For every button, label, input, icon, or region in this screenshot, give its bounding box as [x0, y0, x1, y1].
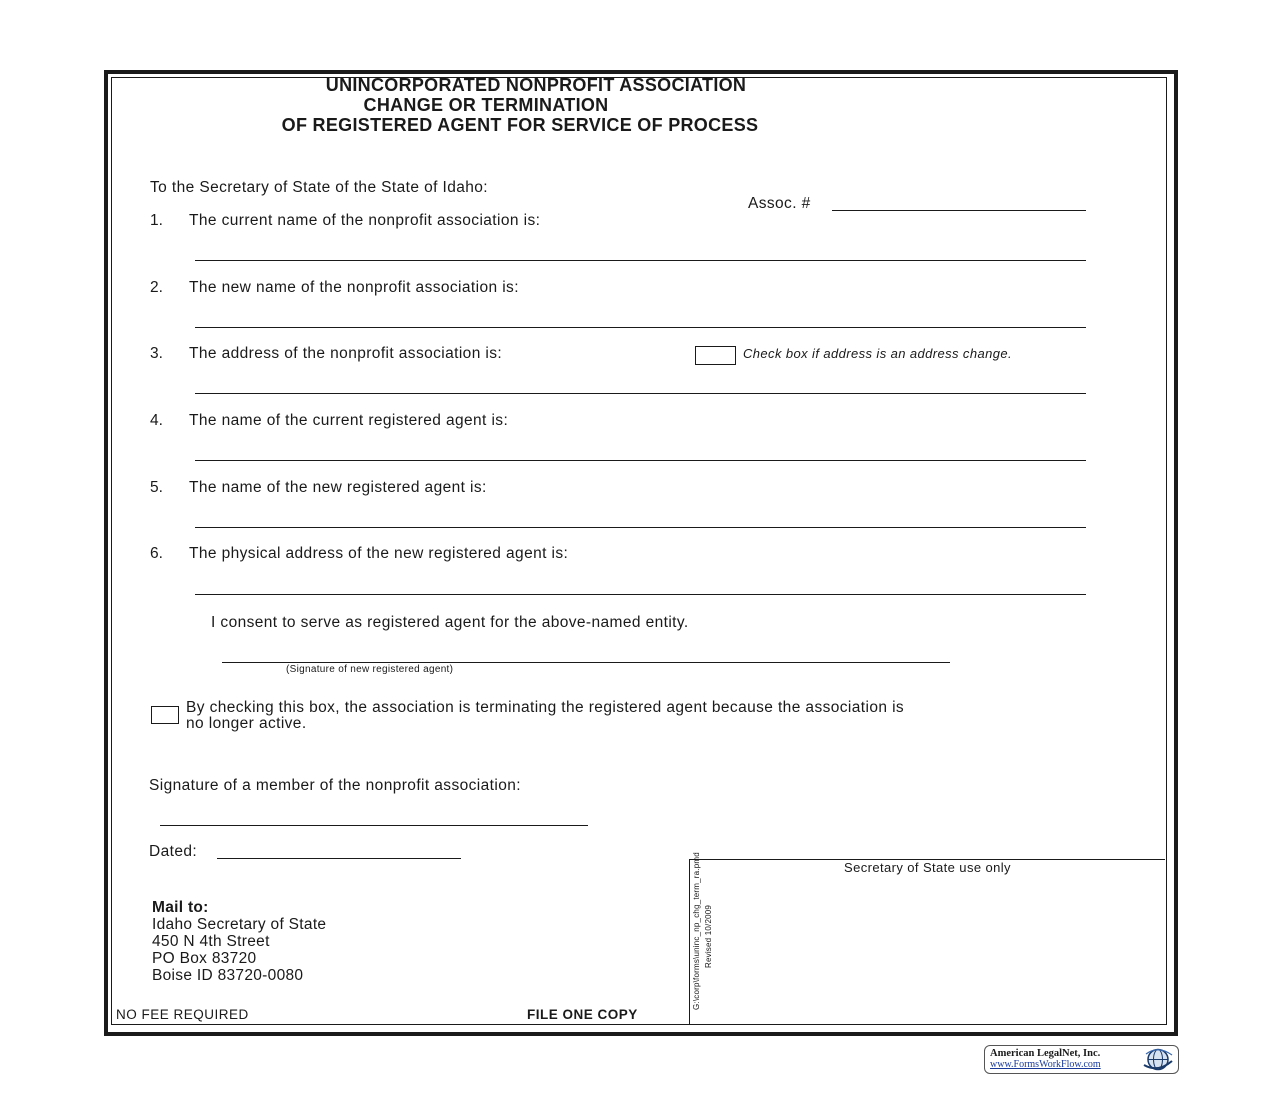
american-legalnet-logo[interactable] [984, 1045, 1179, 1074]
terminate-statement-line1: By checking this box, the association is terminating the registered agent because the association is [186, 699, 905, 716]
logo-company-name: American LegalNet, Inc. [990, 1048, 1101, 1059]
member-signature-label: Signature of a member of the nonprofit association: [149, 777, 521, 794]
item-current-name-label: The current name of the nonprofit association is: [189, 212, 541, 229]
item-address-label: The address of the nonprofit association is: [189, 345, 503, 362]
mail-address-line: Idaho Secretary of State [152, 916, 327, 933]
dated-field[interactable] [217, 858, 461, 859]
form-title-line3: OF REGISTERED AGENT FOR SERVICE OF PROCESS [281, 115, 759, 135]
assoc-number-label: Assoc. # [748, 195, 811, 212]
mail-address-line: Boise ID 83720-0080 [152, 967, 304, 984]
agent-signature-caption: (Signature of new registered agent) [286, 664, 454, 675]
mail-address-line: 450 N 4th Street [152, 933, 270, 950]
item-number: 1. [150, 212, 163, 229]
terminate-statement-line2: no longer active. [186, 715, 307, 732]
item-number: 3. [150, 345, 163, 362]
sos-use-only-label: Secretary of State use only [844, 860, 1011, 875]
item-agent-address-label: The physical address of the new registered agent is: [189, 545, 569, 562]
item-number: 4. [150, 412, 163, 429]
address-change-label: Check box if address is an address change. [743, 346, 1012, 361]
file-path-text: G:\corp\forms\uninc_np_chg_term_ra.pmd [692, 852, 701, 1010]
item-number: 5. [150, 479, 163, 496]
salutation: To the Secretary of State of the State of Idaho: [150, 179, 489, 196]
no-fee-required: NO FEE REQUIRED [116, 1007, 249, 1022]
consent-statement: I consent to serve as registered agent for the above-named entity. [211, 614, 689, 631]
address-field[interactable] [195, 393, 1086, 394]
mail-to-heading: Mail to: [152, 899, 209, 916]
address-change-checkbox[interactable] [695, 346, 736, 365]
item-new-agent-label: The name of the new registered agent is: [189, 479, 487, 496]
new-name-field[interactable] [195, 327, 1086, 328]
terminate-agent-checkbox[interactable] [151, 706, 179, 724]
file-one-copy: FILE ONE COPY [527, 1007, 638, 1022]
agent-address-field[interactable] [195, 594, 1086, 595]
form-title-line2: CHANGE OR TERMINATION [363, 95, 609, 115]
globe-icon [1141, 1047, 1175, 1072]
member-signature-field[interactable] [160, 825, 588, 826]
item-new-name-label: The new name of the nonprofit association is: [189, 279, 519, 296]
item-number: 6. [150, 545, 163, 562]
assoc-number-field[interactable] [832, 210, 1086, 211]
logo-website-link[interactable]: www.FormsWorkFlow.com [990, 1059, 1101, 1070]
revised-date-text: Revised 10/2009 [704, 904, 713, 968]
sos-use-only-box [689, 859, 1165, 1025]
item-number: 2. [150, 279, 163, 296]
form-title-line1: UNINCORPORATED NONPROFIT ASSOCIATION [325, 75, 747, 95]
current-agent-field[interactable] [195, 460, 1086, 461]
item-current-agent-label: The name of the current registered agent is: [189, 412, 509, 429]
mail-address-line: PO Box 83720 [152, 950, 257, 967]
new-agent-field[interactable] [195, 527, 1086, 528]
dated-label: Dated: [149, 843, 198, 860]
current-name-field[interactable] [195, 260, 1086, 261]
agent-signature-field[interactable] [222, 662, 950, 663]
